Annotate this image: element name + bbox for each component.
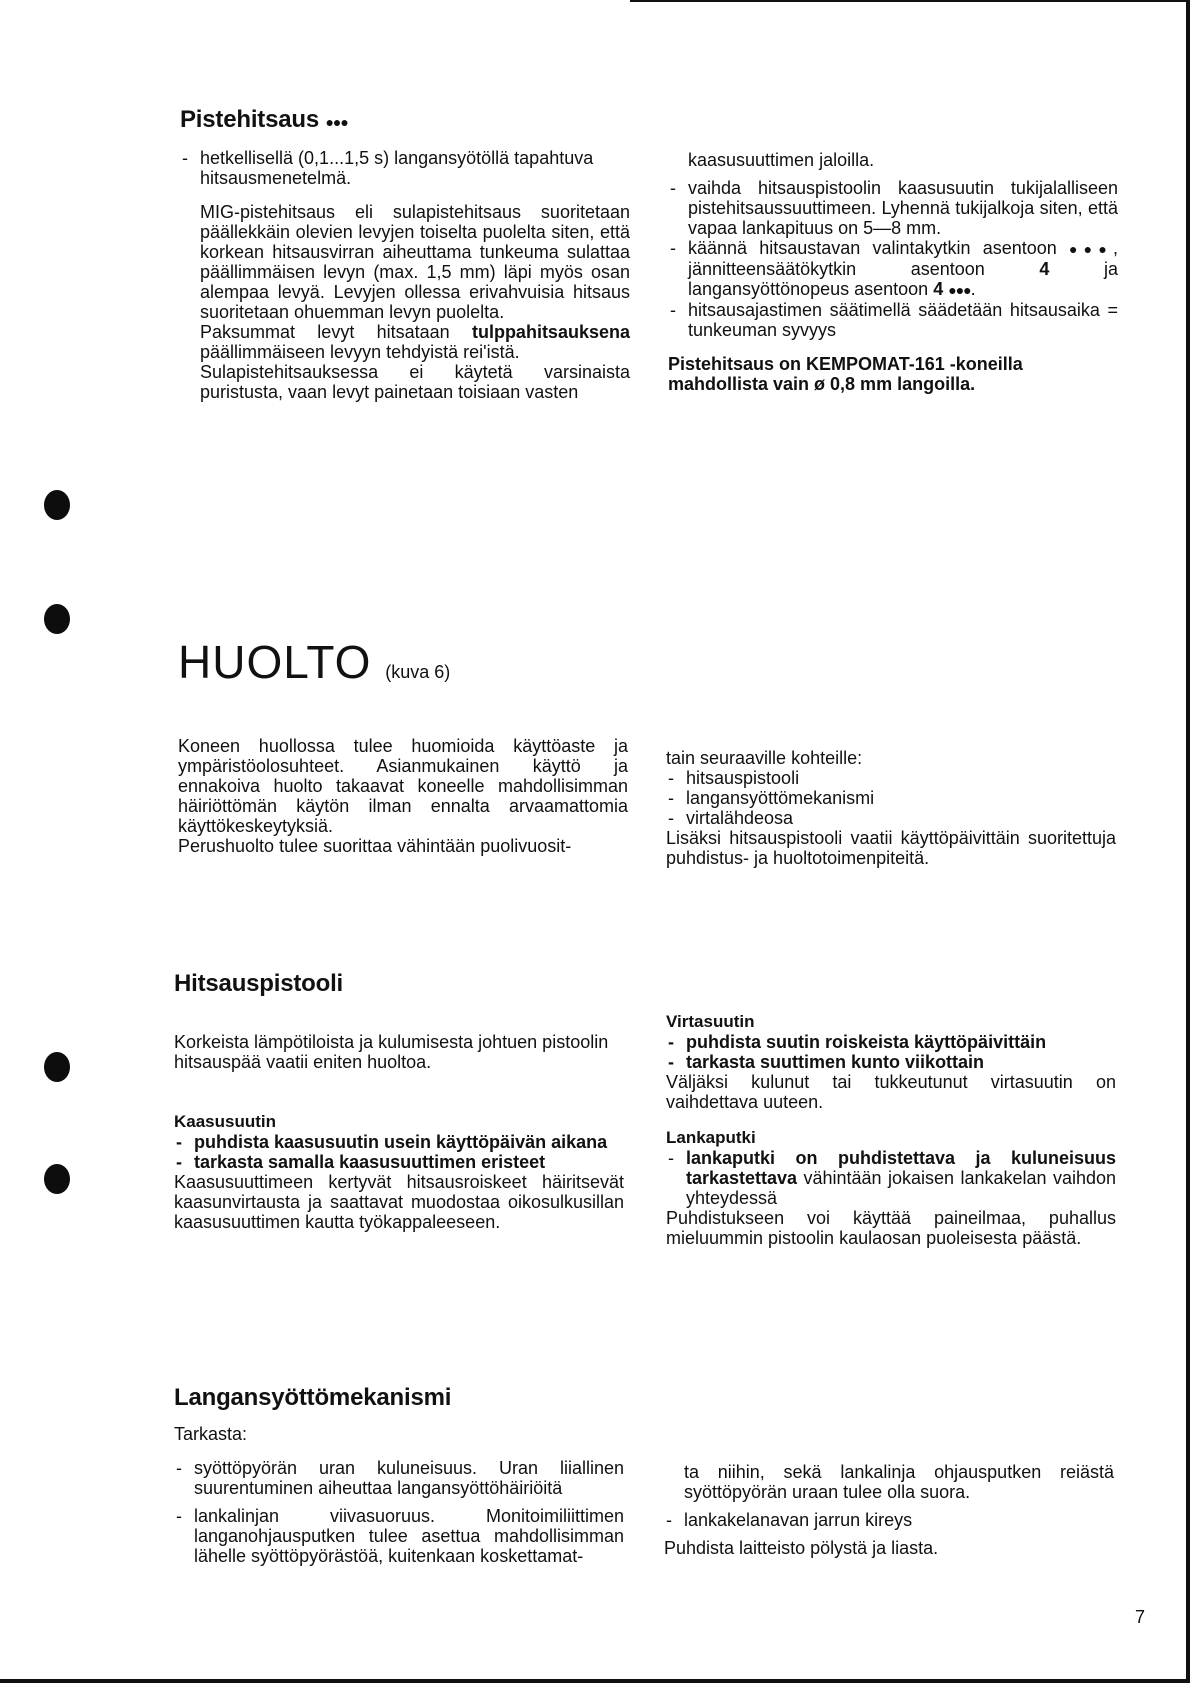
- paragraph: Perushuolto tulee suorittaa vähintään puolivuosit-: [178, 836, 572, 856]
- langansyotto-right-column: [664, 1462, 1114, 1558]
- paragraph: Puhdista laitteisto pölystä ja liasta.: [664, 1538, 939, 1558]
- list-item: - hitsauspistooli: [666, 768, 1116, 788]
- section-title-langansyottomekanismi: Langansyöttömekanismi: [174, 1384, 452, 1411]
- punch-hole-1: [44, 490, 70, 520]
- section-title-hitsauspistooli: Hitsauspistooli: [174, 970, 344, 997]
- punch-hole-4: [44, 1164, 70, 1194]
- list-item: - lankalinjan viivasuoruus. Monitoimiliittimen langanohjausputken tulee asettua mahdollisimman lähelle syöttöpyörästöä, kuitenkaan koskettamat-: [174, 1506, 624, 1566]
- paragraph: Paksummat levyt hitsataan tulppahitsauksena päällimmäiseen levyyn tehdyistä rei'istä.: [200, 322, 630, 362]
- subheading-virtasuutin: Virtasuutin: [666, 1012, 755, 1031]
- page-frame-bottom: [0, 1679, 1190, 1683]
- list-item: - käännä hitsaustavan valintakytkin asentoon ●●●, jännitteensäätökytkin asentoon 4 ja langansyöttönopeus asentoon 4 ●●●.: [668, 238, 1118, 300]
- hitsauspistooli-left-column: [174, 1032, 624, 1232]
- paragraph: Sulapistehitsauksessa ei käytetä varsinaista puristusta, vaan levyt painetaan toisiaan vasten: [200, 362, 630, 402]
- paragraph: Koneen huollossa tulee huomioida käyttöaste ja ympäristöolosuhteet. Asianmukainen käyttö ja ennakoiva huolto takaavat koneelle mahdollisimman häiriöttömän käytön ilman ennalta arvaamattomia käyttökeskeytyksiä.: [178, 736, 628, 836]
- list-item: - puhdista kaasusuutin usein käyttöpäivän aikana: [174, 1132, 624, 1152]
- paragraph: Puhdistukseen voi käyttää paineilmaa, puhallus mieluummin pistoolin kaulaosan puoleisesta päästä.: [666, 1208, 1116, 1248]
- list-item: - tarkasta suuttimen kunto viikottain: [666, 1052, 1116, 1072]
- list-item: - tarkasta samalla kaasusuuttimen eristeet: [174, 1152, 624, 1172]
- chapter-title-huolto: HUOLTO (kuva 6): [178, 636, 451, 688]
- list-item: - vaihda hitsauspistoolin kaasusuutin tukijalalliseen pistehitsaussuuttimeen. Lyhennä tukijalkoja siten, että vapaa lankapituus on 5—8 mm.: [668, 178, 1118, 238]
- list-item: - virtalähdeosa: [666, 808, 1116, 828]
- paragraph: Kaasusuuttimeen kertyvät hitsausroiskeet häiritsevät kaasunvirtausta ja saattavat muodostaa oikosulkusillan kaasusuuttimen kautta työkappaleeseen.: [174, 1172, 624, 1232]
- paragraph: ta niihin, sekä lankalinja ohjausputken reiästä syöttöpyörän uraan tulee olla suora.: [684, 1462, 1114, 1502]
- subheading-kaasusuutin: Kaasusuutin: [174, 1112, 277, 1131]
- list-item: - hetkellisellä (0,1...1,5 s) langansyötöllä tapahtuva hitsausmenetelmä.: [180, 148, 630, 188]
- pistehitsaus-right-column: [668, 150, 1118, 394]
- langansyotto-left-column: [174, 1424, 624, 1566]
- subheading-lankaputki: Lankaputki: [666, 1128, 756, 1147]
- paragraph: MIG-pistehitsaus eli sulapistehitsaus suoritetaan päällekkäin olevien levyjen toiselta puolelta siten, että korkean hitsausvirran aiheuttama tunkeuma sulattaa päällimmäisen levyn (max. 1,5 mm) läpi myös osan alempaa levyä. Levyjen ollessa erivahvuisia hitsaus suoritetaan ohuemman levyn puolelta.: [200, 202, 630, 322]
- page-number: 7: [1135, 1607, 1146, 1627]
- punch-hole-2: [44, 604, 70, 634]
- list-item: - hitsausajastimen säätimellä säädetään hitsausaika = tunkeuman syvyys: [668, 300, 1118, 340]
- list-item: - lankakelanavan jarrun kireys: [664, 1510, 1114, 1530]
- section-title-pistehitsaus: Pistehitsaus ●●●: [180, 106, 348, 133]
- paragraph: Korkeista lämpötiloista ja kulumisesta johtuen pistoolin hitsauspää vaatii eniten huoltoa.: [174, 1032, 609, 1072]
- mode-mark: ●●●: [325, 114, 348, 130]
- list-item: - syöttöpyörän uran kuluneisuus. Uran liiallinen suurentuminen aiheuttaa langansyöttöhäiriöitä: [174, 1458, 624, 1498]
- hitsauspistooli-right-column: [666, 1012, 1116, 1248]
- page-frame-top: [630, 0, 1190, 2]
- paragraph: kaasusuuttimen jaloilla.: [688, 150, 875, 170]
- list-item: - puhdista suutin roiskeista käyttöpäivittäin: [666, 1032, 1116, 1052]
- paragraph: Väljäksi kulunut tai tukkeutunut virtasuutin on vaihdettava uuteen.: [666, 1072, 1116, 1112]
- paragraph: tain seuraaville kohteille:: [666, 748, 863, 768]
- punch-hole-3: [44, 1052, 70, 1082]
- note: Pistehitsaus on KEMPOMAT-161 -koneilla mahdollista vain ø 0,8 mm langoilla.: [668, 354, 1023, 394]
- paragraph: Tarkasta:: [174, 1424, 248, 1444]
- huolto-left-column: [178, 736, 628, 856]
- paragraph: Lisäksi hitsauspistooli vaatii käyttöpäivittäin suoritettuja puhdistus- ja huoltotoimenpiteitä.: [666, 828, 1116, 868]
- pistehitsaus-left-column: [180, 148, 630, 402]
- list-item: - langansyöttömekanismi: [666, 788, 1116, 808]
- page-frame-right: [1186, 0, 1190, 1683]
- list-item: - lankaputki on puhdistettava ja kuluneisuus tarkastettava vähintään jokaisen lankakelan vaihdon yhteydessä: [666, 1148, 1116, 1208]
- huolto-right-column: [666, 748, 1116, 868]
